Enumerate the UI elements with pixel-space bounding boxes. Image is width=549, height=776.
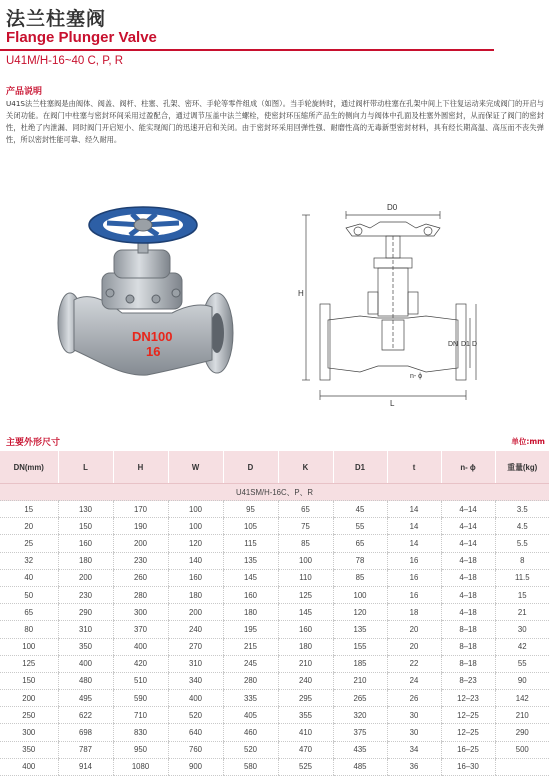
table-cell [495,758,549,775]
table-subheader-row [0,484,549,501]
table-cell: 300 [0,724,58,741]
table-cell: 100 [168,501,223,518]
drawing-label-d0: D0 [387,203,398,212]
table-cell: 698 [58,724,113,741]
table-cell: 65 [278,501,333,518]
drawing-label-d1: D1 [461,341,470,348]
table-cell: 760 [168,741,223,758]
table-cell: 320 [333,707,387,724]
table-cell: 12–25 [441,707,495,724]
table-cell: 45 [333,501,387,518]
table-cell: 16–30 [441,758,495,775]
table-cell: 36 [387,758,441,775]
unit-label: 单位:mm [511,437,545,446]
table-cell: 210 [495,707,549,724]
table-cell: 300 [113,604,168,621]
table-cell: 50 [0,586,58,603]
valve-photo [52,195,242,395]
table-cell: 370 [113,621,168,638]
column-header: t [387,451,441,484]
table-subheader: U41SM/H-16C、P、R [0,484,549,501]
table-cell: 8–18 [441,621,495,638]
table-cell: 8–18 [441,655,495,672]
table-cell: 170 [113,501,168,518]
table-cell: 520 [223,741,278,758]
table-cell: 14 [387,501,441,518]
page-title-zh: 法兰柱塞阀 [6,8,107,30]
table-cell: 350 [58,638,113,655]
table-row [0,741,549,758]
table-cell: 145 [278,604,333,621]
table-cell: 160 [223,586,278,603]
drawing-label-dn: DN [448,341,459,348]
table-cell: 20 [0,518,58,535]
table-cell: 90 [495,672,549,689]
column-header: K [278,451,333,484]
table-cell: 180 [278,638,333,655]
table-cell: 405 [223,707,278,724]
table-cell: 100 [168,518,223,535]
column-header: H [113,451,168,484]
table-cell: 85 [333,569,387,586]
table-cell: 115 [223,535,278,552]
table-cell: 150 [58,518,113,535]
table-cell: 3.5 [495,501,549,518]
table-cell: 180 [223,604,278,621]
table-cell: 400 [168,690,223,707]
table-cell: 280 [113,586,168,603]
table-row [0,501,549,518]
table-cell: 590 [113,690,168,707]
table-cell: 95 [223,501,278,518]
table-cell: 16–25 [441,741,495,758]
table-row [0,758,549,775]
table-cell: 210 [333,672,387,689]
table-cell: 130 [58,501,113,518]
table-cell: 200 [168,604,223,621]
table-cell: 135 [223,552,278,569]
table-cell: 914 [58,758,113,775]
table-cell: 4.5 [495,518,549,535]
table-cell: 622 [58,707,113,724]
table-cell: 500 [495,741,549,758]
table-cell: 16 [387,569,441,586]
photo-pressure-label: 16 [146,344,161,359]
column-header: D1 [333,451,387,484]
table-cell: 40 [0,569,58,586]
table-cell: 260 [113,569,168,586]
table-cell: 16 [387,586,441,603]
title-divider [0,49,494,51]
table-cell: 125 [0,655,58,672]
table-cell: 290 [58,604,113,621]
table-cell: 15 [0,501,58,518]
table-cell: 375 [333,724,387,741]
table-cell: 245 [223,655,278,672]
table-cell: 4–18 [441,552,495,569]
table-cell: 240 [168,621,223,638]
table-cell: 150 [0,672,58,689]
table-cell: 200 [58,569,113,586]
table-row [0,707,549,724]
table-cell: 495 [58,690,113,707]
table-row [0,655,549,672]
table-cell: 34 [387,741,441,758]
table-cell: 8 [495,552,549,569]
table-cell: 5.5 [495,535,549,552]
table-cell: 200 [113,535,168,552]
table-cell: 290 [495,724,549,741]
table-row [0,621,549,638]
table-cell: 525 [278,758,333,775]
column-header: n- ϕ [441,451,495,484]
table-row [0,586,549,603]
table-cell: 4–14 [441,535,495,552]
dimensions-heading: 主要外形尺寸 [6,438,61,448]
drawing-label-n-phi: n- ϕ [410,373,423,380]
table-cell: 240 [278,672,333,689]
table-cell: 11.5 [495,569,549,586]
table-cell: 950 [113,741,168,758]
drawing-label-d: D [472,341,478,348]
table-cell: 400 [113,638,168,655]
table-cell: 110 [278,569,333,586]
table-cell: 250 [0,707,58,724]
table-cell: 480 [58,672,113,689]
table-cell: 350 [0,741,58,758]
column-header: D [223,451,278,484]
table-cell: 787 [58,741,113,758]
table-cell: 400 [58,655,113,672]
table-cell: 18 [387,604,441,621]
table-cell: 12–25 [441,724,495,741]
page-title-en: Flange Plunger Valve [6,29,157,46]
column-header: L [58,451,113,484]
table-cell: 105 [223,518,278,535]
table-cell: 140 [168,552,223,569]
table-cell: 190 [113,518,168,535]
table-cell: 280 [223,672,278,689]
table-cell: 355 [278,707,333,724]
table-cell: 200 [0,690,58,707]
table-cell: 55 [495,655,549,672]
table-cell: 295 [278,690,333,707]
table-cell: 14 [387,518,441,535]
table-cell: 400 [0,758,58,775]
table-cell: 310 [168,655,223,672]
table-cell: 460 [223,724,278,741]
table-cell: 25 [0,535,58,552]
dimensions-table [0,451,549,776]
table-row [0,535,549,552]
table-cell: 520 [168,707,223,724]
table-row [0,724,549,741]
table-cell: 30 [495,621,549,638]
table-cell: 420 [113,655,168,672]
table-cell: 580 [223,758,278,775]
table-cell: 4–14 [441,501,495,518]
table-cell: 510 [113,672,168,689]
table-cell: 335 [223,690,278,707]
table-cell: 435 [333,741,387,758]
table-row [0,690,549,707]
table-cell: 100 [278,552,333,569]
table-cell: 24 [387,672,441,689]
table-cell: 310 [58,621,113,638]
table-row [0,604,549,621]
table-cell: 120 [168,535,223,552]
table-cell: 215 [223,638,278,655]
table-cell: 160 [58,535,113,552]
table-cell: 78 [333,552,387,569]
table-cell: 160 [278,621,333,638]
table-cell: 65 [0,604,58,621]
table-cell: 32 [0,552,58,569]
table-row [0,638,549,655]
table-cell: 470 [278,741,333,758]
table-cell: 4–14 [441,518,495,535]
product-description: U41S法兰柱塞阀是由阀体、阀盖、阀杆、柱塞、孔架、密环、手轮等零件组成（如图）。当手轮旋转时，通过阀杆带动柱塞在孔架中间上下往复运动来完成阀门的开启与关闭功能。在阀门中柱塞与密封环间采用过盈配合，通过调节压盖中法兰螺栓，使密封环压缩所产品生的侧向力与阀体中孔面及柱塞外圆密封，从而保证了阀门的密封性，杜绝了内泄漏、同时阀门开启短小、能实现阀门的迅速开启和关闭。由于密封环采用回弹性强、耐磨性高的无毒新型密封材料，具有经长期高温、高压而不丧失弹性，所以密封性能可靠、经久耐用。 [6,99,544,144]
photo-size-label: DN100 [132,329,173,344]
table-cell: 485 [333,758,387,775]
table-cell: 12–23 [441,690,495,707]
table-cell: 230 [113,552,168,569]
table-cell: 160 [168,569,223,586]
table-cell: 55 [333,518,387,535]
table-cell: 75 [278,518,333,535]
table-cell: 30 [387,724,441,741]
table-row [0,672,549,689]
table-cell: 180 [58,552,113,569]
model-code: U41M/H-16~40 C, P, R [6,55,124,67]
product-description-heading: 产品说明 [6,87,43,97]
table-cell: 42 [495,638,549,655]
table-cell: 20 [387,621,441,638]
column-header: 重量(kg) [495,451,549,484]
table-cell: 4–18 [441,586,495,603]
table-cell: 180 [168,586,223,603]
table-cell: 830 [113,724,168,741]
table-cell: 145 [223,569,278,586]
table-cell: 80 [0,621,58,638]
table-cell: 22 [387,655,441,672]
table-cell: 410 [278,724,333,741]
table-header-row [0,451,549,484]
table-cell: 85 [278,535,333,552]
table-cell: 270 [168,638,223,655]
table-cell: 210 [278,655,333,672]
drawing-label-l: L [390,399,395,408]
drawing-label-h: H [298,289,304,298]
table-cell: 185 [333,655,387,672]
table-cell: 142 [495,690,549,707]
table-cell: 26 [387,690,441,707]
table-cell: 155 [333,638,387,655]
table-cell: 900 [168,758,223,775]
table-cell: 135 [333,621,387,638]
column-header: W [168,451,223,484]
table-cell: 340 [168,672,223,689]
table-cell: 125 [278,586,333,603]
column-header: DN(mm) [0,451,58,484]
table-cell: 195 [223,621,278,638]
table-row [0,552,549,569]
valve-technical-drawing [298,200,478,410]
table-cell: 8–23 [441,672,495,689]
table-cell: 4–18 [441,604,495,621]
table-cell: 21 [495,604,549,621]
table-cell: 120 [333,604,387,621]
table-cell: 710 [113,707,168,724]
table-cell: 1080 [113,758,168,775]
table-row [0,569,549,586]
table-cell: 8–18 [441,638,495,655]
table-cell: 640 [168,724,223,741]
table-cell: 100 [333,586,387,603]
table-cell: 100 [0,638,58,655]
table-cell: 14 [387,535,441,552]
table-cell: 230 [58,586,113,603]
table-cell: 265 [333,690,387,707]
table-cell: 16 [387,552,441,569]
table-row [0,518,549,535]
table-cell: 30 [387,707,441,724]
table-cell: 4–18 [441,569,495,586]
table-cell: 20 [387,638,441,655]
table-cell: 65 [333,535,387,552]
table-cell: 15 [495,586,549,603]
